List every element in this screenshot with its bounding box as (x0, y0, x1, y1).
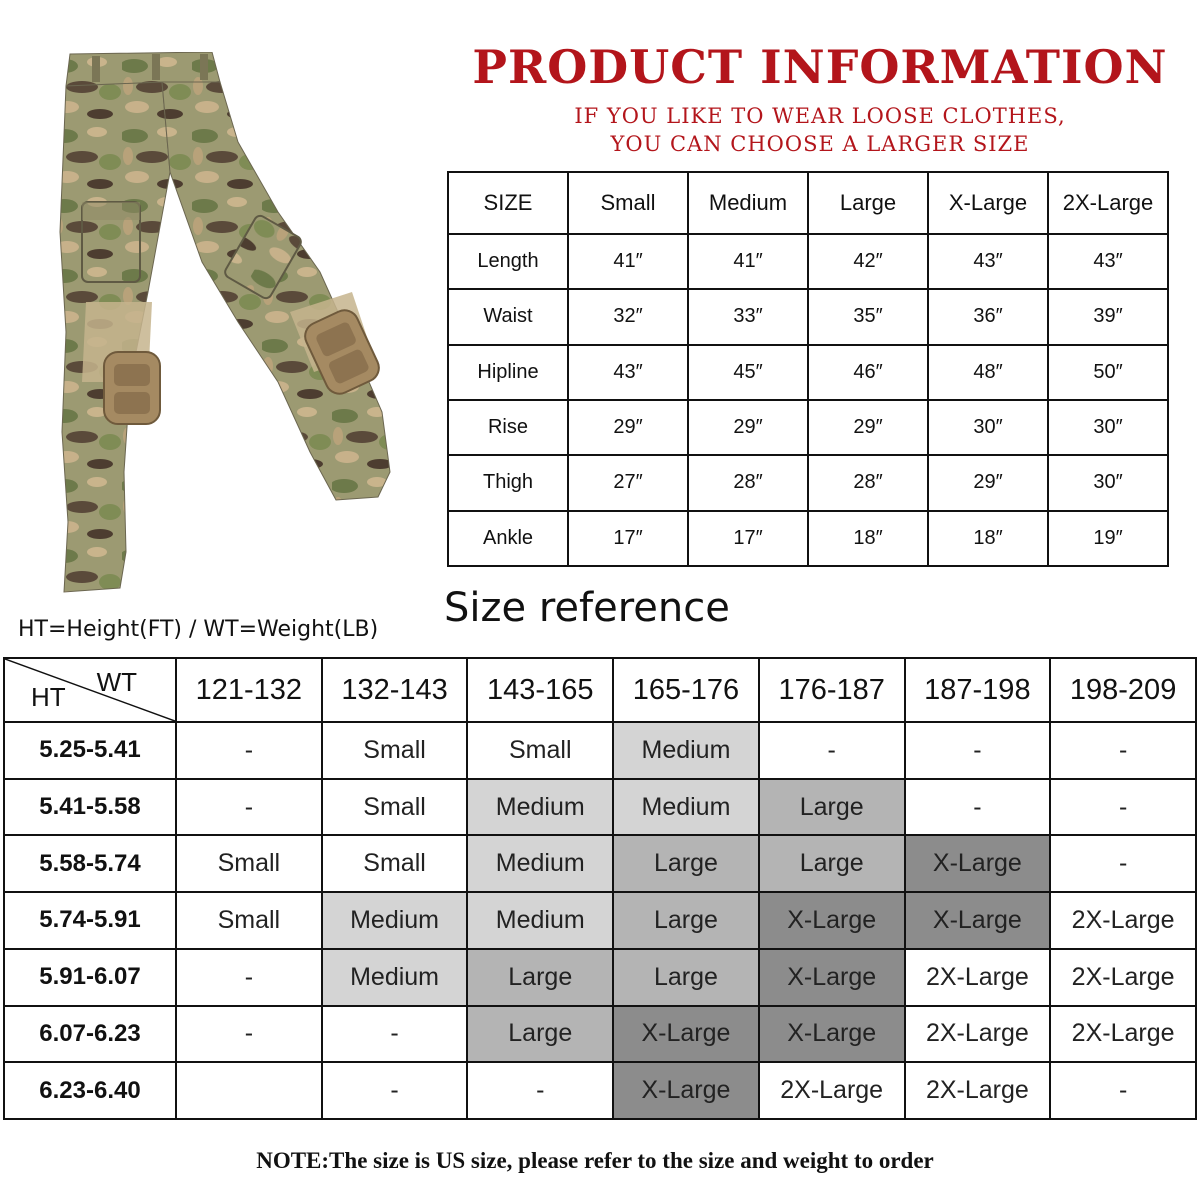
recommended-size-cell: - (322, 1006, 468, 1063)
height-range-label: 5.41-5.58 (4, 779, 176, 836)
recommended-size-cell: 2X-Large (1050, 1006, 1196, 1063)
recommended-size-cell: - (176, 722, 322, 779)
size-chart-value: 48″ (928, 345, 1048, 400)
size-chart-value: 45″ (688, 345, 808, 400)
size-reference-table (3, 657, 1197, 1120)
recommended-size-cell: X-Large (905, 892, 1051, 949)
recommended-size-cell: Large (613, 949, 759, 1006)
recommended-size-cell: 2X-Large (905, 1062, 1051, 1119)
size-chart-value: 41″ (688, 234, 808, 289)
recommended-size-cell: Medium (613, 779, 759, 836)
recommended-size-cell: Medium (467, 892, 613, 949)
size-chart-value: 28″ (808, 455, 928, 510)
recommended-size-cell: Medium (322, 892, 468, 949)
size-chart-value: 30″ (928, 400, 1048, 455)
size-chart-value: 35″ (808, 289, 928, 344)
weight-range-header: 143-165 (467, 658, 613, 722)
weight-range-header: 176-187 (759, 658, 905, 722)
recommended-size-cell: - (322, 1062, 468, 1119)
recommended-size-cell: Small (176, 835, 322, 892)
subtitle-line-1: IF YOU LIKE TO WEAR LOOSE CLOTHES, (574, 104, 1066, 128)
recommended-size-cell: Medium (613, 722, 759, 779)
size-chart-value: 41″ (568, 234, 688, 289)
recommended-size-cell: Medium (467, 779, 613, 836)
height-range-label: 5.25-5.41 (4, 722, 176, 779)
weight-range-header: 165-176 (613, 658, 759, 722)
size-chart-value: 28″ (688, 455, 808, 510)
size-chart-row (448, 289, 1168, 344)
recommended-size-cell: Medium (322, 949, 468, 1006)
recommended-size-cell: X-Large (613, 1006, 759, 1063)
size-chart-value: 30″ (1048, 400, 1168, 455)
size-note: NOTE:The size is US size, please refer to the size and weight to order (256, 1148, 934, 1173)
height-range-label: 5.58-5.74 (4, 835, 176, 892)
size-chart-value: 32″ (568, 289, 688, 344)
size-reference-header-row (4, 658, 1196, 722)
recommended-size-cell: 2X-Large (759, 1062, 905, 1119)
recommended-size-cell: X-Large (759, 949, 905, 1006)
size-chart-value: 33″ (688, 289, 808, 344)
size-reference-legend: HT=Height(FT) / WT=Weight(LB) (18, 617, 379, 642)
size-chart-size-header: Medium (688, 172, 808, 234)
recommended-size-cell: Large (467, 1006, 613, 1063)
recommended-size-cell (176, 1062, 322, 1119)
size-chart-measure-label: Ankle (448, 511, 568, 566)
recommended-size-cell: - (176, 1006, 322, 1063)
size-chart-measure-label: Thigh (448, 455, 568, 510)
size-reference-row (4, 949, 1196, 1006)
size-chart-value: 27″ (568, 455, 688, 510)
size-chart-table (447, 171, 1169, 567)
size-chart-value: 17″ (568, 511, 688, 566)
weight-range-header: 198-209 (1050, 658, 1196, 722)
size-chart-measure-label: Waist (448, 289, 568, 344)
size-reference-row (4, 835, 1196, 892)
weight-range-header: 121-132 (176, 658, 322, 722)
size-reference-row (4, 1062, 1196, 1119)
size-chart-value: 42″ (808, 234, 928, 289)
size-chart-value: 18″ (808, 511, 928, 566)
recommended-size-cell: 2X-Large (1050, 949, 1196, 1006)
size-chart-value: 29″ (688, 400, 808, 455)
size-chart-corner: SIZE (448, 172, 568, 234)
recommended-size-cell: Large (759, 835, 905, 892)
size-chart-size-header: Small (568, 172, 688, 234)
weight-axis-label: WT (96, 667, 137, 697)
size-chart-size-header: 2X-Large (1048, 172, 1168, 234)
size-chart-value: 29″ (928, 455, 1048, 510)
recommended-size-cell: Large (759, 779, 905, 836)
size-chart-measure-label: Length (448, 234, 568, 289)
size-chart-value: 46″ (808, 345, 928, 400)
subtitle-line-2: YOU CAN CHOOSE A LARGER SIZE (610, 132, 1030, 156)
size-chart-row (448, 511, 1168, 566)
size-chart-value: 39″ (1048, 289, 1168, 344)
recommended-size-cell: - (1050, 722, 1196, 779)
size-chart-measure-label: Hipline (448, 345, 568, 400)
recommended-size-cell: Medium (467, 835, 613, 892)
size-chart-value: 30″ (1048, 455, 1168, 510)
weight-range-header: 132-143 (322, 658, 468, 722)
size-chart-row (448, 400, 1168, 455)
size-chart-value: 19″ (1048, 511, 1168, 566)
height-range-label: 6.07-6.23 (4, 1006, 176, 1063)
recommended-size-cell: Large (613, 835, 759, 892)
size-chart-row (448, 234, 1168, 289)
size-chart-value: 17″ (688, 511, 808, 566)
size-chart-value: 29″ (808, 400, 928, 455)
recommended-size-cell: - (759, 722, 905, 779)
recommended-size-cell: - (1050, 779, 1196, 836)
size-chart-size-header: Large (808, 172, 928, 234)
recommended-size-cell: Small (467, 722, 613, 779)
recommended-size-cell: X-Large (905, 835, 1051, 892)
size-chart-row (448, 345, 1168, 400)
size-reference-row (4, 892, 1196, 949)
recommended-size-cell: - (176, 949, 322, 1006)
size-chart-row (448, 455, 1168, 510)
height-axis-label: HT (31, 682, 66, 713)
height-range-label: 5.74-5.91 (4, 892, 176, 949)
size-chart-value: 50″ (1048, 345, 1168, 400)
recommended-size-cell: Small (176, 892, 322, 949)
size-chart-value: 18″ (928, 511, 1048, 566)
size-reference-row (4, 779, 1196, 836)
recommended-size-cell: X-Large (613, 1062, 759, 1119)
size-chart-measure-label: Rise (448, 400, 568, 455)
size-chart-value: 36″ (928, 289, 1048, 344)
size-chart-value: 43″ (1048, 234, 1168, 289)
size-chart-value: 43″ (568, 345, 688, 400)
recommended-size-cell: X-Large (759, 892, 905, 949)
size-chart-value: 29″ (568, 400, 688, 455)
size-reference-row (4, 722, 1196, 779)
recommended-size-cell: 2X-Large (1050, 892, 1196, 949)
recommended-size-cell: - (905, 722, 1051, 779)
size-reference-title: Size reference (444, 585, 730, 631)
recommended-size-cell: Large (467, 949, 613, 1006)
size-chart-size-header: X-Large (928, 172, 1048, 234)
recommended-size-cell: 2X-Large (905, 949, 1051, 1006)
recommended-size-cell: X-Large (759, 1006, 905, 1063)
recommended-size-cell: - (1050, 1062, 1196, 1119)
recommended-size-cell: - (176, 779, 322, 836)
page-title: PRODUCT INFORMATION (472, 40, 1168, 94)
size-chart-header-row (448, 172, 1168, 234)
recommended-size-cell: Small (322, 835, 468, 892)
recommended-size-cell: - (467, 1062, 613, 1119)
recommended-size-cell: Small (322, 722, 468, 779)
height-range-label: 6.23-6.40 (4, 1062, 176, 1119)
weight-range-header: 187-198 (905, 658, 1051, 722)
recommended-size-cell: - (905, 779, 1051, 836)
size-chart-value: 43″ (928, 234, 1048, 289)
height-range-label: 5.91-6.07 (4, 949, 176, 1006)
recommended-size-cell: 2X-Large (905, 1006, 1051, 1063)
size-reference-corner (4, 658, 176, 722)
recommended-size-cell: - (1050, 835, 1196, 892)
camouflage-pants-image (52, 52, 392, 597)
recommended-size-cell: Large (613, 892, 759, 949)
recommended-size-cell: Small (322, 779, 468, 836)
size-reference-row (4, 1006, 1196, 1063)
